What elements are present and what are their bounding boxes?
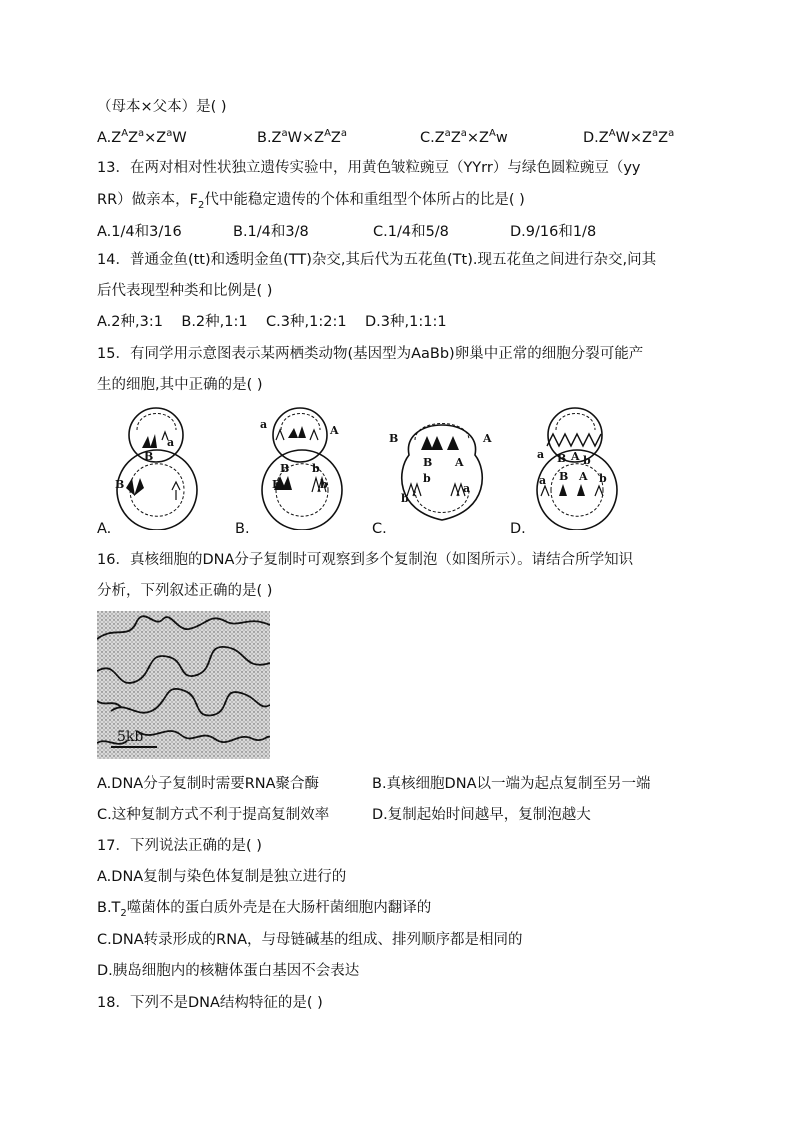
q13-option-c: C.1/4和5/8	[373, 224, 449, 240]
q13-option-d: D.9/16和1/8	[510, 224, 597, 240]
replication-bubble-micrograph	[97, 611, 270, 759]
gene-label-b: B	[280, 462, 290, 475]
q16-option-a: A.DNA分子复制时需要RNA聚合酶	[97, 776, 320, 792]
q15-stem-line1: 15．有同学用示意图表示某两栖类动物(基因型为AaBb)卵巢中正常的细胞分裂可能产	[97, 346, 644, 362]
gene-label-b: B	[423, 456, 433, 469]
q18-stem: 18．下列不是DNA结构特征的是( )	[97, 995, 323, 1011]
gene-label-a-upper: A	[455, 456, 464, 469]
gene-label-b: B	[557, 452, 567, 465]
scale-label: 5kb	[117, 729, 144, 745]
q13-option-a: A.1/4和3/16	[97, 224, 182, 240]
gene-label-a-lower: a	[463, 482, 471, 495]
q13-stem-line1: 13．在两对相对性状独立遗传实验中，用黄色皱粒豌豆（YYrr）与绿色圆粒豌豆（yy	[97, 160, 641, 176]
q16-option-c: C.这种复制方式不利于提高复制效率	[97, 807, 330, 823]
q16-option-b: B.真核细胞DNA以一端为起点复制至另一端	[372, 776, 651, 792]
q12-option-b: $B.Z^aW\times Z^AZ^a$	[257, 128, 347, 146]
q12-option-c: $C.Z^aZ^a\times Z^Aw$	[420, 128, 508, 146]
q17-option-c: C.DNA转录形成的RNA，与母链碱基的组成、排列顺序都是相同的	[97, 932, 523, 948]
cell-diagram-c	[387, 400, 497, 530]
gene-label-b: B	[115, 478, 125, 491]
q14-options: A.2种,3:1 B.2种,1:1 C.3种,1:2:1 D.3种,1:1:1	[97, 314, 447, 330]
gene-label-b-lower: b	[583, 454, 591, 467]
gene-label-b-lower: b	[423, 472, 431, 485]
q14-stem-line1: 14．普通金鱼(tt)和透明金鱼(TT)杂交,其后代为五花鱼(Tt).现五花鱼之间进行杂交,问其	[97, 252, 657, 268]
cell-diagram-b	[252, 400, 352, 530]
q15-option-a-label: A.	[97, 521, 112, 537]
q16-option-d: D.复制起始时间越早，复制泡越大	[372, 807, 591, 823]
q13-stem-line2: RR）做亲本，$F_2$代中能稳定遗传的个体和重组型个体所占的比是( )	[97, 192, 525, 211]
q13-options	[97, 220, 717, 240]
q16-stem-line2: 分析，下列叙述正确的是( )	[97, 583, 273, 599]
q15-option-d-label: D.	[510, 521, 526, 537]
q14-stem-line2: 后代表现型种类和比例是( )	[97, 283, 273, 299]
q17-option-b: $B.T_2$噬菌体的蛋白质外壳是在大肠杆菌细胞内翻译的	[97, 900, 432, 919]
gene-label-b: B	[559, 470, 569, 483]
gene-label-a-lower: a	[539, 474, 547, 487]
gene-label-b-lower: b	[320, 478, 328, 491]
q12-option-d: $D.Z^AW\times Z^aZ^a$	[583, 128, 675, 146]
q15-stem-line2: 生的细胞,其中正确的是( )	[97, 377, 263, 393]
gene-label-b: B	[389, 432, 399, 445]
gene-label-b-lower: b	[401, 492, 409, 505]
q16-stem-line1: 16．真核细胞的DNA分子复制时可观察到多个复制泡（如图所示）。请结合所学知识	[97, 552, 634, 568]
gene-label-a-lower: a	[260, 418, 268, 431]
q17-option-a: A.DNA复制与染色体复制是独立进行的	[97, 869, 347, 885]
q12-option-a: $A.Z^AZ^a\times Z^aW$	[97, 128, 187, 146]
gene-label-a-lower: a	[167, 436, 175, 449]
gene-label-b-lower: b	[599, 472, 607, 485]
q17-stem: 17．下列说法正确的是( )	[97, 838, 262, 854]
gene-label-a-upper: A	[483, 432, 492, 445]
q17-option-d: D.胰岛细胞内的核糖体蛋白基因不会表达	[97, 963, 360, 979]
gene-label-b: B	[144, 450, 154, 463]
cell-diagram-a	[110, 400, 205, 530]
gene-label-a-upper: A	[330, 424, 339, 437]
gene-label-b: B	[272, 478, 282, 491]
cell-diagram-d	[527, 400, 627, 530]
gene-label-a-lower: a	[537, 448, 545, 461]
q12-options	[97, 128, 717, 148]
gene-label-b-lower: b	[312, 462, 320, 475]
gene-label-a-upper: A	[571, 450, 580, 463]
q15-option-c-label: C.	[372, 521, 387, 537]
q13-option-b: B.1/4和3/8	[233, 224, 309, 240]
gene-label-a-upper: A	[579, 470, 588, 483]
q12-stem-tail: （母本×父本）是( )	[97, 99, 227, 115]
q15-option-b-label: B.	[235, 521, 250, 537]
